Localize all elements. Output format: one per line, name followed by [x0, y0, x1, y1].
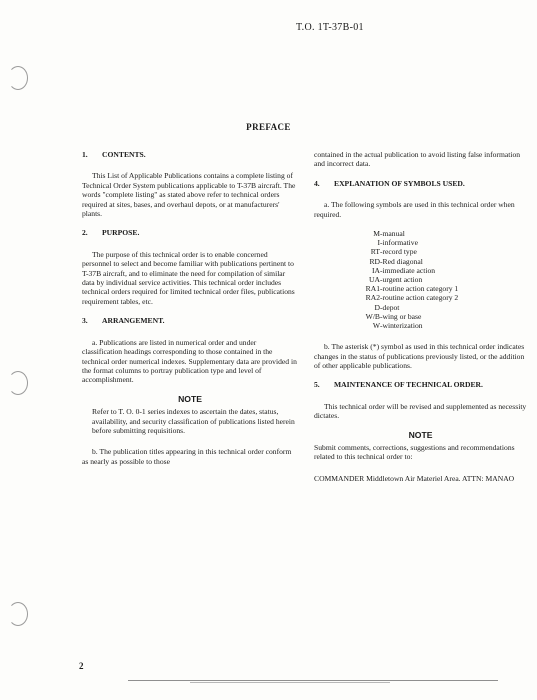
arrangement-paragraph-a: a. Publications are listed in numerical order and under classification headings corresponding to those contained in the technical order numerical indexes. Supplementary data are provided in the format columns to portray publication type and level of accomplishment.	[82, 337, 297, 385]
scan-edge-line	[190, 682, 390, 683]
symbol-list	[314, 229, 527, 330]
arrangement-paragraph-b: b. The publication titles appearing in this technical order conform as nearly as possible to those	[82, 447, 292, 466]
symbol-row: UA -urgent action	[369, 274, 423, 284]
section-arrangement-heading: 3. ARRANGEMENT.	[82, 316, 165, 326]
to-number-header: T.O. 1T-37B-01	[296, 22, 364, 33]
section-purpose-heading: 2. PURPOSE.	[82, 228, 140, 238]
section-symbols-heading: 4. EXPLANATION OF SYMBOLS USED.	[314, 178, 465, 188]
left-column	[82, 150, 298, 476]
page-number: 2	[79, 661, 84, 671]
symbol-row: RT -record type	[370, 247, 417, 257]
symbol-row: IA -immediate action	[371, 265, 436, 275]
purpose-paragraph: The purpose of this technical order is to enable concerned personnel to select and become familiar with publications pertinent to T-37B aircraft, and to eliminate the need for compilation of similar data by individual service activities. This technical order includes technical orders required for limited technical order files, publications requirement tables, etc.	[82, 249, 295, 306]
symbol-row: RD -Red diagonal	[369, 256, 423, 266]
binder-hole	[8, 66, 28, 90]
continuation-paragraph: contained in the actual publication to avoid listing false information and incorrect data.	[314, 150, 521, 169]
section-maintenance-heading: 5. MAINTENANCE OF TECHNICAL ORDER.	[314, 380, 483, 390]
address-block: COMMANDER Middletown Air Materiel Area. ATTN: MANAO	[314, 473, 515, 483]
symbol-row: RA1 -routine action category 1	[365, 284, 459, 294]
symbol-row: I -informative	[377, 238, 418, 248]
symbol-row: W -winterization	[372, 320, 423, 330]
binder-hole	[8, 371, 28, 395]
symbols-paragraph-b: b. The asterisk (*) symbol as used in this technical order indicates changes in the status of publications previously listed, or the addition of other applicable publications.	[314, 342, 525, 370]
right-column	[314, 150, 527, 495]
symbol-row: W/B -wing or base	[365, 311, 422, 321]
maintenance-paragraph: This technical order will be revised and supplemented as necessity dictates.	[314, 401, 527, 421]
note-text: Refer to T. O. 0-1 series indexes to ascertain the dates, status, availability, and security classification of publications listed herein before submitting requisitions.	[92, 407, 295, 435]
symbols-paragraph-a: a. The following symbols are used in this technical order when required.	[314, 200, 515, 219]
symbol-row: D -depot	[374, 302, 400, 312]
symbol-row: RA2 -routine action category 2	[365, 293, 459, 303]
scan-edge-line	[128, 680, 498, 681]
symbol-row: M -manual	[373, 229, 405, 239]
page-title: PREFACE	[246, 122, 291, 132]
note-heading: NOTE	[178, 393, 202, 404]
note-heading: NOTE	[408, 429, 433, 440]
note-text: Submit comments, corrections, suggestions and recommendations related to this technical order to:	[314, 442, 515, 462]
contents-paragraph: This List of Applicable Publications contains a complete listing of Technical Order System publications applicable to T-37B aircraft. The words "complete listing" as stated above refer to technical orders required at sites, bases, and overhaul depots, or at manufacturers' plants.	[82, 171, 296, 219]
binder-hole	[8, 602, 28, 626]
section-contents-heading: 1. CONTENTS.	[82, 150, 146, 159]
